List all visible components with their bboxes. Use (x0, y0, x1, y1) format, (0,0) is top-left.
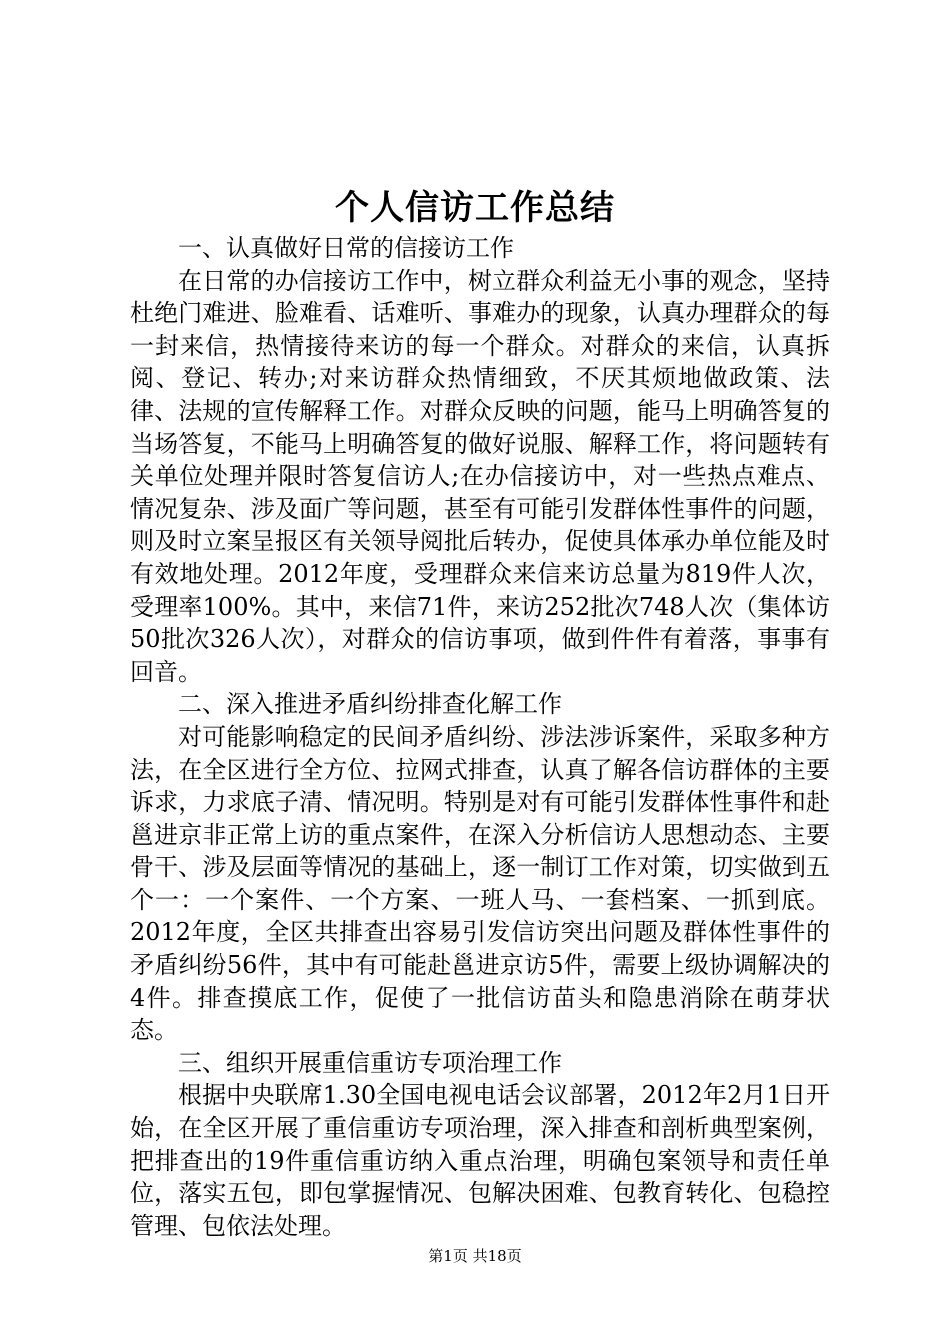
section-heading-2: 二、深入推进矛盾纠纷排查化解工作 (178, 690, 562, 719)
section-paragraph-3: 根据中央联席1.30全国电视电话会议部署，2012年2月1日开始，在全区开展了重信重访专项治理，深入排查和剖析典型案例，把排查出的19件重信重访纳入重点治理，明确包案领导和责任单位，落实五包，即包掌握情况、包解决困难、包教育转化、包稳控管理、包依法处理。 (130, 1081, 830, 1240)
section-heading-1: 一、认真做好日常的信接访工作 (178, 234, 514, 262)
section-paragraph-2: 对可能影响稳定的民间矛盾纠纷、涉法涉诉案件，采取多种方法，在全区进行全方位、拉网式排查，认真了解各信访群体的主要诉求，力求底子清、情况明。特别是对有可能引发群体性事件和赴邕进京非正常上访的重点案件，在深入分析信访人思想动态、主要骨干、涉及层面等情况的基础上，逐一制订工作对策，切实做到五个一：一个案件、一个方案、一班人马、一套档案、一抓到底。2012年度，全区共排查出容易引发信访突出问题及群体性事件的矛盾纠纷56件，其中有可能赴邕进京访5件，需要上级协调解决的4件。排查摸底工作，促使了一批信访苗头和隐患消除在萌芽状态。 (130, 722, 830, 1045)
section-heading-3: 三、组织开展重信重访专项治理工作 (178, 1048, 562, 1077)
page-number-footer: 第1页 共18页 (428, 1247, 522, 1265)
section-paragraph-1: 在日常的办信接访工作中，树立群众利益无小事的观念，坚持杜绝门难进、脸难看、话难听、事难办的现象，认真办理群众的每一封来信，热情接待来访的每一个群众。对群众的来信，认真拆阅、登记、转办;对来访群众热情细致，不厌其烦地做政策、法律、法规的宣传解释工作。对群众反映的问题，能马上明确答复的当场答复，不能马上明确答复的做好说服、解释工作，将问题转有关单位处理并限时答复信访人;在办信接访中，对一些热点难点、情况复杂、涉及面广等问题，甚至有可能引发群体性事件的问题，则及时立案呈报区有关领导阅批后转办，促使具体承办单位能及时有效地处理。2012年度，受理群众来信来访总量为819件人次，受理率100%。其中，来信71件，来访252批次748人次（集体访50批次326人次），对群众的信访事项，做到件件有着落，事事有回音。 (130, 266, 830, 686)
document-title: 个人信访工作总结 (335, 188, 615, 228)
document-body (130, 232, 830, 1242)
